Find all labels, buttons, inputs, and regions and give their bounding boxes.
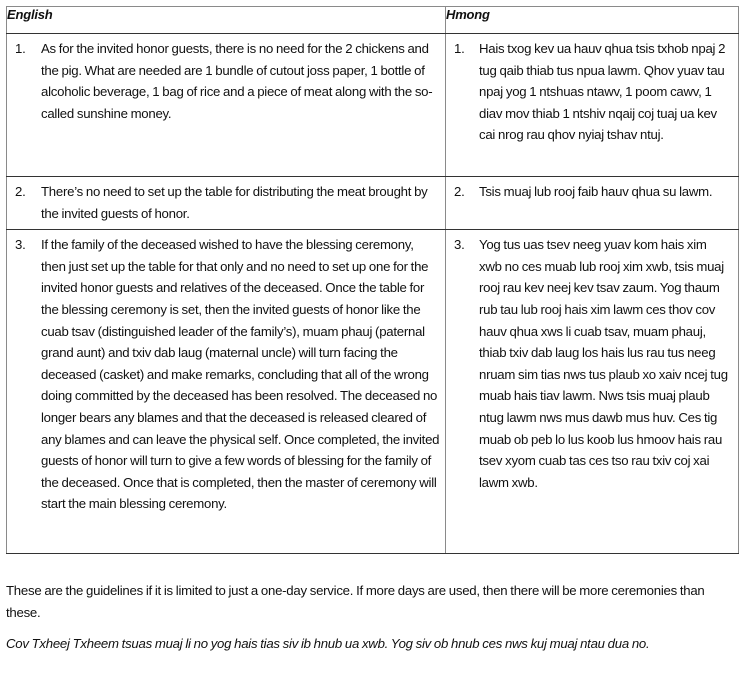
item-number: 3.	[15, 237, 26, 253]
header-hmong: Hmong	[446, 7, 739, 34]
hmong-cell	[446, 230, 739, 554]
table-row	[7, 177, 739, 230]
hmong-note: Cov Txheej Txheem tsuas muaj li no yog hais tias siv ib hnub ua xwb. Yog siv ob hnub ces nws kuj muaj ntau dua no.	[6, 636, 650, 651]
table-header-row	[7, 7, 739, 34]
item-number: 2.	[15, 184, 26, 199]
hmong-text: Hais txog kev ua hauv qhua tsis txhob npaj 2 tug qaib thiab tus npua lawm. Qhov yuav tau npaj yog 1 ntshuas ntawv, 1 poom cawv, 1 diav mov thiab 1 ntshiv nqaij coj tuaj ua kev cai nrog rau qhov nyiaj tshav ntuj.	[479, 41, 726, 143]
header-english: English	[7, 7, 446, 34]
english-text: As for the invited honor guests, there is no need for the 2 chickens and the pig. What are needed are 1 bundle of cutout joss paper, 1 bottle of alcoholic beverage, 1 bag of rice and a piece of meat along with the so-called sunshine money.	[41, 41, 433, 121]
hmong-text: Yog tus uas tsev neeg yuav kom hais xim xwb no ces muab lub rooj xim xwb, tsis muaj rooj rau kev neej kev tsav zaum. Yog thaum rub tau lub rooj hais xim lawm ces thov cov hauv qhua xws li cuab tsav, muam phauj, thiab txiv dab laug los hais lus rau tus neeg nruam sim tias nws tus plaub xo xaiv ncej tug muab hais tiav lawm. Nws tsis muaj plaub ntug lawm nws mus dawb mus huv. Ces tig muab ob peb lo lus koob lus hmoov hais rau tsev xyom cuab tas ces tso rau txiv coj xai lawm xwb.	[479, 237, 728, 490]
english-cell	[7, 177, 446, 230]
english-cell	[7, 230, 446, 554]
hmong-text: Tsis muaj lub rooj faib hauv qhua su lawm.	[479, 184, 713, 199]
english-text: If the family of the deceased wished to have the blessing ceremony, then just set up the table for that only and no need to set up one for the invited honor guests and relatives of the deceased. Once the table for the blessing ceremony is set, then the invited guests of honor like the cuab tsav (distinguished leader of the family’s), muam phauj (paternal grand aunt) and txiv dab laug (maternal uncle) will turn facing the deceased (casket) and make remarks, concluding that all of the wrong doing committed by the deceased has been resolved. The deceased no longer bears any blames and that the deceased is released cleared of any blames and can leave the physical self. Once completed, the invited guests of honor will turn to give a few words of blessing for the family of the deceased. Once that is completed, then the master of ceremony will start the main blessing ceremony.	[41, 237, 440, 512]
table-row	[7, 230, 739, 554]
hmong-cell	[446, 34, 739, 177]
english-cell	[7, 34, 446, 177]
item-number: 2.	[454, 184, 465, 199]
translation-table	[6, 6, 739, 554]
hmong-cell	[446, 177, 739, 230]
english-text: There’s no need to set up the table for distributing the meat brought by the invited guests of honor.	[41, 184, 428, 221]
table-row	[7, 34, 739, 177]
item-number: 1.	[15, 41, 26, 56]
item-number: 3.	[454, 237, 465, 253]
english-note: These are the guidelines if it is limited to just a one-day service. If more days are used, then there will be more ceremonies than these.	[6, 583, 705, 620]
item-number: 1.	[454, 41, 465, 56]
